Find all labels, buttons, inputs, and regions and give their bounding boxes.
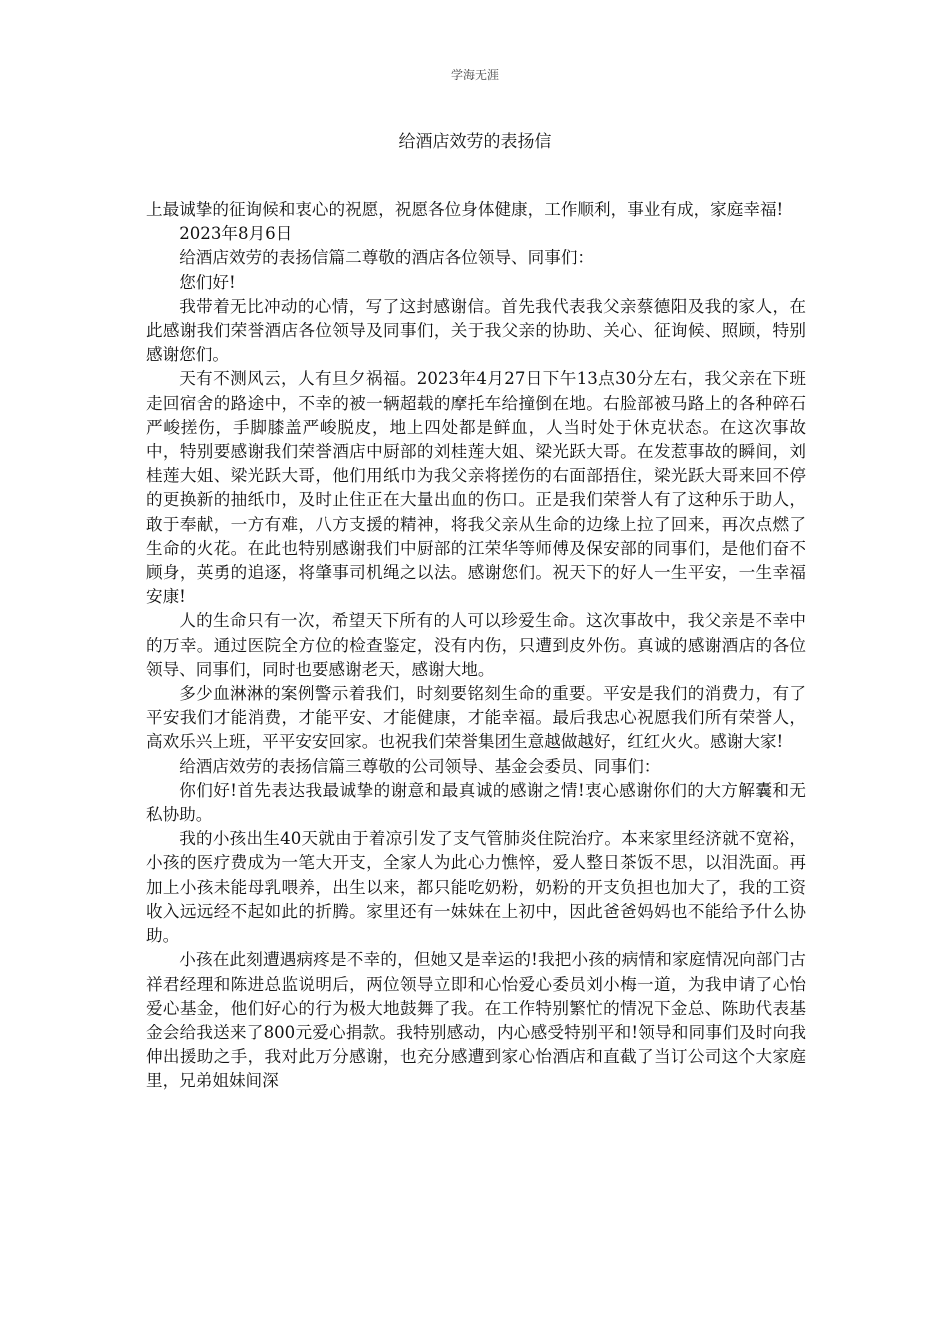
paragraph: 天有不测风云，人有旦夕祸福。2023年4月27日下午13点30分左右，我父亲在下班走回宿舍的路途中，不幸的被一辆超载的摩托车给撞倒在地。右脸部被马路上的各种碎石严峻搓伤，手脚膝盖严峻脱皮，地上四处都是鲜血，人当时处于休克状态。在这次事故中，特别要感谢我们荣誉酒店中厨部的刘桂莲大姐、梁光跃大哥。在发惹事故的瞬间，刘桂莲大姐、梁光跃大哥，他们用纸巾为我父亲将搓伤的右面部捂住，梁光跃大哥来回不停的更换新的抽纸巾，及时止住正在大量出血的伤口。正是我们荣誉人有了这种乐于助人，敢于奉献，一方有难，八方支援的精神，将我父亲从生命的边缘上拉了回来，再次点燃了生命的火花。在此也特别感谢我们中厨部的江荣华等师傅及保安部的同事们，是他们奋不顾身，英勇的追逐，将肇事司机绳之以法。感谢您们。祝天下的好人一生平安，一生幸福安康! bbox=[146, 369, 806, 607]
paragraph: 我带着无比冲动的心情，写了这封感谢信。首先我代表我父亲蔡德阳及我的家人，在此感谢我们荣誉酒店各位领导及同事们，关于我父亲的协助、关心、征询候、照顾，特别感谢您们。 bbox=[146, 296, 806, 365]
paragraph-greeting: 您们好! bbox=[179, 272, 236, 292]
paragraph-section-heading: 给酒店效劳的表扬信篇三尊敬的公司领导、基金会委员、同事们： bbox=[179, 756, 661, 776]
paragraph: 多少血淋淋的案例警示着我们，时刻要铭刻生命的重要。平安是我们的消费力，有了平安我们才能消费，才能平安、才能健康，才能幸福。最后我忠心祝愿我们所有荣誉人，高欢乐兴上班，平平安安回家。也祝我们荣誉集团生意越做越好，红红火火。感谢大家! bbox=[146, 684, 806, 752]
document-body bbox=[146, 198, 806, 1094]
paragraph-greeting: 你们好!首先表达我最诚挚的谢意和最真诚的感谢之情!衷心感谢你们的大方解囊和无私协助。 bbox=[146, 780, 806, 825]
paragraph: 上最诚挚的征询候和衷心的祝愿，祝愿各位身体健康，工作顺利，事业有成，家庭幸福! bbox=[146, 200, 784, 219]
paragraph: 人的生命只有一次，希望天下所有的人可以珍爱生命。这次事故中，我父亲是不幸中的万幸。通过医院全方位的检查鉴定，没有内伤，只遭到皮外伤。真诚的感谢酒店的各位领导、同事们，同时也要感谢老天，感谢大地。 bbox=[146, 611, 806, 679]
paragraph: 我的小孩出生40天就由于着凉引发了支气管肺炎住院治疗。本来家里经济就不宽裕，小孩的医疗费成为一笔大开支，全家人为此心力憔悴，爱人整日茶饭不思，以泪洗面。再加上小孩未能母乳喂养，出生以来，都只能吃奶粉，奶粉的开支负担也加大了，我的工资收入远远经不起如此的折腾。家里还有一妹妹在上初中，因此爸爸妈妈也不能给予什么协助。 bbox=[146, 829, 806, 946]
paragraph-date: 2023年8月6日 bbox=[179, 224, 293, 244]
page-header: 学海无涯 bbox=[450, 68, 499, 82]
document-title: 给酒店效劳的表扬信 bbox=[398, 132, 552, 152]
paragraph: 小孩在此刻遭遇病疼是不幸的，但她又是幸运的!我把小孩的病情和家庭情况向部门古祥君经理和陈进总监说明后，两位领导立即和心怡爱心委员刘小梅一道，为我申请了心怡爱心基金，他们好心的行为极大地鼓舞了我。在工作特别繁忙的情况下金总、陈助代表基金会给我送来了800元爱心捐款。我特别感动，内心感受特别平和!领导和同事们及时向我伸出援助之手，我对此万分感谢，也充分感遭到家心怡酒店和直截了当订公司这个大家庭里，兄弟姐妹间深 bbox=[146, 950, 806, 1091]
paragraph-section-heading: 给酒店效劳的表扬信篇二尊敬的酒店各位领导、同事们： bbox=[179, 248, 595, 268]
